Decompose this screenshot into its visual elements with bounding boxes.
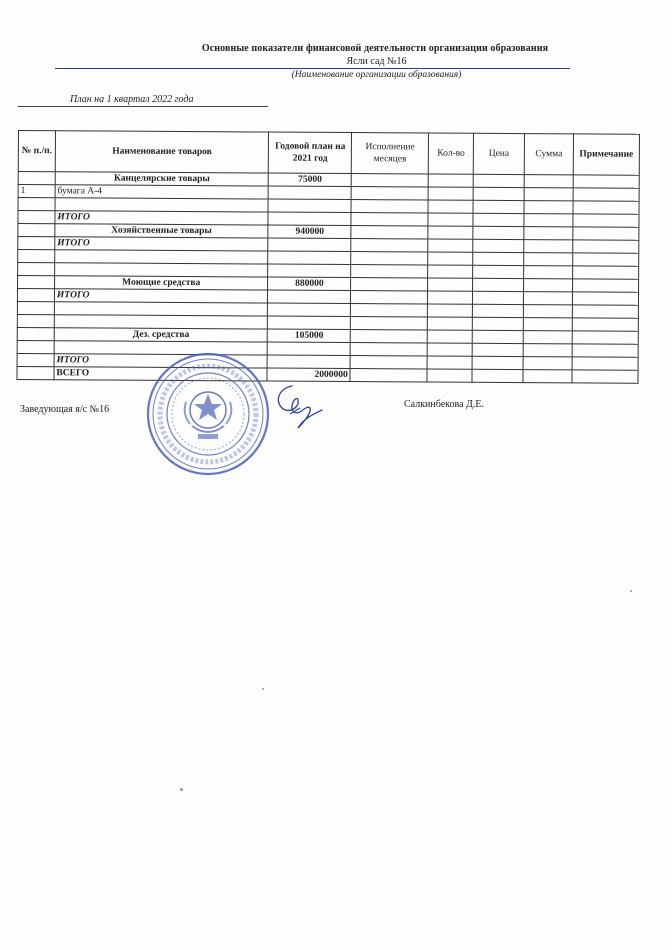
product-name-cell xyxy=(54,315,268,329)
empty-cell xyxy=(472,343,523,356)
annual-plan-cell xyxy=(268,264,351,278)
annual-plan-cell xyxy=(268,342,351,356)
signer-name: Салкинбекова Д.Е. xyxy=(404,399,484,410)
annual-plan-cell: 105000 xyxy=(268,329,351,343)
empty-cell xyxy=(351,200,428,213)
empty-cell xyxy=(351,291,428,304)
empty-cell xyxy=(351,265,428,278)
empty-cell xyxy=(473,252,524,265)
empty-cell xyxy=(523,318,572,331)
product-name-cell xyxy=(54,302,268,316)
row-number-cell xyxy=(17,289,54,302)
empty-cell xyxy=(472,317,523,330)
empty-cell xyxy=(427,356,472,369)
empty-cell xyxy=(524,201,573,214)
empty-cell xyxy=(350,369,427,382)
row-number-cell xyxy=(18,276,55,289)
column-header: Исполнение месяцев xyxy=(352,133,429,174)
empty-cell xyxy=(428,187,473,200)
empty-cell xyxy=(427,317,472,330)
row-number-cell xyxy=(17,314,54,327)
row-number-cell xyxy=(17,327,54,340)
product-name-cell: ИТОГО xyxy=(55,211,269,225)
product-name-cell: Хозяйственные товары xyxy=(55,224,269,238)
empty-cell xyxy=(473,200,524,213)
empty-cell xyxy=(473,239,524,252)
position-label: Заведующая я/с №16 xyxy=(20,404,110,415)
empty-cell xyxy=(523,344,572,357)
product-name-cell: ВСЕГО xyxy=(54,367,268,381)
annual-plan-cell xyxy=(268,290,351,304)
empty-cell xyxy=(524,227,573,240)
row-number-cell xyxy=(18,250,55,263)
signature xyxy=(270,378,330,438)
empty-cell xyxy=(472,330,523,343)
empty-cell xyxy=(573,201,639,214)
empty-cell xyxy=(472,304,523,317)
annual-plan-cell xyxy=(269,186,352,200)
empty-cell xyxy=(350,330,427,343)
empty-cell xyxy=(428,239,473,252)
empty-cell xyxy=(573,266,639,279)
row-number-cell xyxy=(18,211,55,224)
empty-cell xyxy=(573,253,639,266)
empty-cell xyxy=(473,226,524,239)
empty-cell xyxy=(472,356,523,369)
empty-cell xyxy=(472,369,523,382)
scan-speck xyxy=(262,688,264,690)
empty-cell xyxy=(573,175,639,188)
empty-cell xyxy=(351,187,428,200)
empty-cell xyxy=(523,305,572,318)
row-number-cell xyxy=(18,224,55,237)
empty-cell xyxy=(524,240,573,253)
empty-cell xyxy=(428,291,473,304)
product-name-cell: ИТОГО xyxy=(54,354,268,368)
empty-cell xyxy=(572,344,638,357)
annual-plan-cell: 75000 xyxy=(269,173,352,187)
empty-cell xyxy=(351,278,428,291)
empty-cell xyxy=(428,278,473,291)
column-header: Сумма xyxy=(524,134,573,175)
annual-plan-cell: 940000 xyxy=(268,225,351,239)
empty-cell xyxy=(572,318,638,331)
empty-cell xyxy=(428,252,473,265)
row-number-cell xyxy=(17,340,54,353)
empty-cell xyxy=(473,291,524,304)
empty-cell xyxy=(572,370,638,383)
annual-plan-cell xyxy=(268,316,351,330)
financial-table xyxy=(16,130,640,384)
annual-plan-cell xyxy=(268,303,351,317)
table-header-row xyxy=(18,131,639,176)
empty-cell xyxy=(524,253,573,266)
empty-cell xyxy=(351,226,428,239)
empty-cell xyxy=(351,252,428,265)
annual-plan-cell: 2000000 xyxy=(267,368,350,382)
official-seal xyxy=(146,352,270,476)
empty-cell xyxy=(523,331,572,344)
empty-cell xyxy=(428,304,473,317)
annual-plan-cell xyxy=(268,251,351,265)
empty-cell xyxy=(573,227,639,240)
empty-cell xyxy=(572,305,638,318)
empty-cell xyxy=(350,343,427,356)
row-number-cell xyxy=(18,237,55,250)
scan-speck xyxy=(630,590,632,592)
product-name-cell: Моющие средства xyxy=(54,276,268,290)
annual-plan-cell xyxy=(268,212,351,226)
product-name-cell: бумага А-4 xyxy=(55,185,269,199)
empty-cell xyxy=(428,213,473,226)
column-header: Цена xyxy=(473,133,524,174)
empty-cell xyxy=(573,188,639,201)
annual-plan-cell xyxy=(268,199,351,213)
empty-cell xyxy=(427,343,472,356)
product-name-cell xyxy=(55,263,269,277)
annual-plan-cell: 880000 xyxy=(268,277,351,291)
product-name-cell xyxy=(55,198,269,212)
row-number-cell xyxy=(17,366,54,379)
row-number-cell xyxy=(18,172,55,185)
empty-cell xyxy=(350,356,427,369)
product-name-cell xyxy=(55,250,269,264)
row-number-cell xyxy=(18,263,55,276)
empty-cell xyxy=(351,239,428,252)
column-header: Годовой план на 2021 год xyxy=(269,132,352,174)
row-number-cell xyxy=(17,353,54,366)
empty-cell xyxy=(427,330,472,343)
empty-cell xyxy=(428,174,473,187)
row-number-cell: 1 xyxy=(18,185,55,198)
empty-cell xyxy=(572,279,638,292)
product-name-cell: Канцелярские товары xyxy=(55,172,269,186)
empty-cell xyxy=(572,292,638,305)
empty-cell xyxy=(524,266,573,279)
organization-name: Ясли сад №16 xyxy=(55,56,570,69)
document-title: Основные показатели финансовой деятельности организации образования xyxy=(201,43,549,54)
empty-cell xyxy=(428,265,473,278)
organization-caption: (Наименование организации образования) xyxy=(291,70,462,80)
empty-cell xyxy=(351,304,428,317)
empty-cell xyxy=(351,213,428,226)
empty-cell xyxy=(427,369,472,382)
empty-cell xyxy=(572,357,638,370)
column-header: Наименование товаров xyxy=(55,131,269,173)
empty-cell xyxy=(573,214,639,227)
empty-cell xyxy=(524,214,573,227)
empty-cell xyxy=(473,278,524,291)
column-header: Примечание xyxy=(573,134,639,175)
column-header: № п./п. xyxy=(18,131,55,172)
empty-cell xyxy=(351,317,428,330)
annual-plan-cell xyxy=(267,355,350,369)
empty-cell xyxy=(523,370,572,383)
empty-cell xyxy=(428,226,473,239)
row-number-cell xyxy=(17,301,54,314)
row-number-cell xyxy=(18,198,55,211)
product-name-cell: Дез. средства xyxy=(54,328,268,342)
empty-cell xyxy=(428,200,473,213)
scan-speck xyxy=(180,788,183,791)
empty-cell xyxy=(524,279,573,292)
empty-cell xyxy=(572,331,638,344)
product-name-cell: ИТОГО xyxy=(54,289,268,303)
empty-cell xyxy=(573,240,639,253)
column-header: Кол-во xyxy=(428,133,473,174)
empty-cell xyxy=(523,357,572,370)
empty-cell xyxy=(524,188,573,201)
empty-cell xyxy=(473,265,524,278)
empty-cell xyxy=(473,174,524,187)
empty-cell xyxy=(351,174,428,187)
annual-plan-cell xyxy=(268,238,351,252)
empty-cell xyxy=(523,292,572,305)
empty-cell xyxy=(524,175,573,188)
empty-cell xyxy=(473,213,524,226)
product-name-cell: ИТОГО xyxy=(55,237,269,251)
plan-period: План на 1 квартал 2022 года xyxy=(18,94,268,107)
empty-cell xyxy=(473,187,524,200)
